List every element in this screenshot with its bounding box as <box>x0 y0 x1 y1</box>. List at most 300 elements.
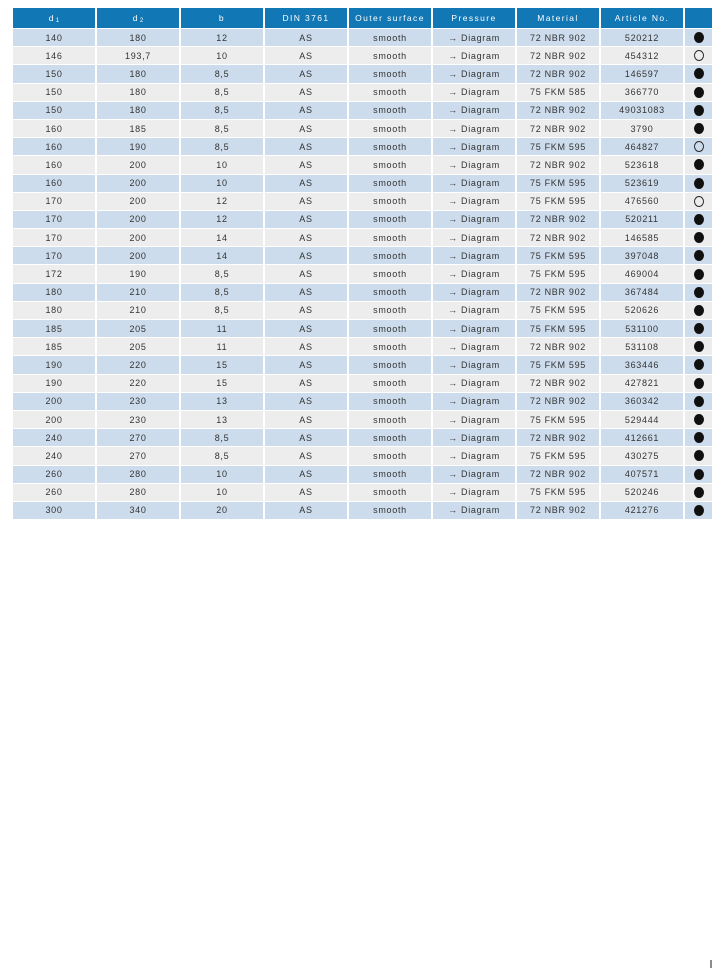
cell-b: 13 <box>181 393 265 410</box>
cell-outer-surface: smooth <box>349 265 433 282</box>
cell-b: 13 <box>181 411 265 428</box>
filled-circle-icon <box>694 305 704 316</box>
cell-d2: 230 <box>97 393 181 410</box>
cell-material: 72 NBR 902 <box>517 120 601 137</box>
cell-pressure: → Diagram <box>433 84 517 101</box>
cell-din-3761: AS <box>265 29 349 46</box>
column-header-pressure: Pressure <box>433 8 517 28</box>
cell-pressure: → Diagram <box>433 102 517 119</box>
cell-d1: 180 <box>13 302 97 319</box>
cell-material: 72 NBR 902 <box>517 429 601 446</box>
cell-din-3761: AS <box>265 84 349 101</box>
filled-circle-icon <box>694 414 704 425</box>
cell-status <box>685 138 712 155</box>
cell-b: 8,5 <box>181 284 265 301</box>
table-row <box>13 284 712 301</box>
cell-d2: 180 <box>97 29 181 46</box>
cell-status <box>685 211 712 228</box>
column-header-d2 <box>97 8 181 28</box>
cell-b: 12 <box>181 29 265 46</box>
cell-d1: 200 <box>13 411 97 428</box>
filled-circle-icon <box>694 269 704 280</box>
column-header-status <box>685 8 712 28</box>
cell-din-3761: AS <box>265 138 349 155</box>
cell-status <box>685 302 712 319</box>
filled-circle-icon <box>694 250 704 261</box>
cell-material: 72 NBR 902 <box>517 502 601 519</box>
cell-outer-surface: smooth <box>349 429 433 446</box>
filled-circle-icon <box>694 105 704 116</box>
cell-outer-surface: smooth <box>349 447 433 464</box>
cell-pressure: → Diagram <box>433 65 517 82</box>
cell-d1: 170 <box>13 211 97 228</box>
cell-material: 75 FKM 595 <box>517 247 601 264</box>
cell-status <box>685 484 712 501</box>
cell-material: 72 NBR 902 <box>517 284 601 301</box>
cell-status <box>685 338 712 355</box>
cell-material: 75 FKM 595 <box>517 484 601 501</box>
cell-article-no: 520212 <box>601 29 685 46</box>
cell-article-no: 412661 <box>601 429 685 446</box>
cell-status <box>685 156 712 173</box>
cell-d2: 210 <box>97 302 181 319</box>
cell-article-no: 146585 <box>601 229 685 246</box>
cell-pressure: → Diagram <box>433 320 517 337</box>
cell-status <box>685 229 712 246</box>
cell-status <box>685 284 712 301</box>
cell-status <box>685 247 712 264</box>
cell-din-3761: AS <box>265 466 349 483</box>
cell-b: 14 <box>181 229 265 246</box>
cell-d1: 200 <box>13 393 97 410</box>
cell-d1: 170 <box>13 247 97 264</box>
cell-outer-surface: smooth <box>349 175 433 192</box>
filled-circle-icon <box>694 287 704 298</box>
cell-pressure: → Diagram <box>433 393 517 410</box>
table-row <box>13 484 712 501</box>
cell-material: 75 FKM 595 <box>517 138 601 155</box>
table-row <box>13 65 712 82</box>
cell-pressure: → Diagram <box>433 156 517 173</box>
filled-circle-icon <box>694 68 704 79</box>
cell-article-no: 520626 <box>601 302 685 319</box>
column-header-d1 <box>13 8 97 28</box>
cell-b: 8,5 <box>181 429 265 446</box>
cell-material: 72 NBR 902 <box>517 211 601 228</box>
table-row <box>13 247 712 264</box>
cell-din-3761: AS <box>265 247 349 264</box>
table-row <box>13 265 712 282</box>
cell-status <box>685 265 712 282</box>
cell-outer-surface: smooth <box>349 229 433 246</box>
cell-din-3761: AS <box>265 229 349 246</box>
cell-d1: 160 <box>13 175 97 192</box>
cell-article-no: 397048 <box>601 247 685 264</box>
cell-article-no: 407571 <box>601 466 685 483</box>
cell-pressure: → Diagram <box>433 211 517 228</box>
cell-d1: 140 <box>13 29 97 46</box>
cell-d1: 150 <box>13 65 97 82</box>
cell-b: 8,5 <box>181 302 265 319</box>
cell-pressure: → Diagram <box>433 120 517 137</box>
cell-material: 72 NBR 902 <box>517 102 601 119</box>
cell-din-3761: AS <box>265 102 349 119</box>
cell-pressure: → Diagram <box>433 466 517 483</box>
cell-din-3761: AS <box>265 338 349 355</box>
cell-d1: 150 <box>13 84 97 101</box>
cell-outer-surface: smooth <box>349 502 433 519</box>
cell-status <box>685 466 712 483</box>
cell-material: 75 FKM 595 <box>517 411 601 428</box>
table-row <box>13 338 712 355</box>
cell-pressure: → Diagram <box>433 247 517 264</box>
cell-article-no: 531100 <box>601 320 685 337</box>
filled-circle-icon <box>694 487 704 498</box>
filled-circle-icon <box>694 378 704 389</box>
cell-d1: 170 <box>13 193 97 210</box>
open-circle-icon <box>694 50 704 61</box>
cell-pressure: → Diagram <box>433 284 517 301</box>
cell-b: 12 <box>181 211 265 228</box>
cell-pressure: → Diagram <box>433 47 517 64</box>
cell-d2: 200 <box>97 156 181 173</box>
table-row <box>13 429 712 446</box>
cell-status <box>685 84 712 101</box>
cell-outer-surface: smooth <box>349 393 433 410</box>
cell-din-3761: AS <box>265 411 349 428</box>
cell-pressure: → Diagram <box>433 265 517 282</box>
table-row <box>13 138 712 155</box>
cell-pressure: → Diagram <box>433 338 517 355</box>
cell-article-no: 469004 <box>601 265 685 282</box>
cell-material: 72 NBR 902 <box>517 65 601 82</box>
column-header-b: b <box>181 8 265 28</box>
cell-d2: 280 <box>97 466 181 483</box>
cell-article-no: 49031083 <box>601 102 685 119</box>
cell-b: 15 <box>181 375 265 392</box>
cell-pressure: → Diagram <box>433 447 517 464</box>
cell-status <box>685 447 712 464</box>
table-row <box>13 393 712 410</box>
cell-article-no: 476560 <box>601 193 685 210</box>
cell-pressure: → Diagram <box>433 484 517 501</box>
cell-d2: 190 <box>97 265 181 282</box>
cell-status <box>685 65 712 82</box>
cell-din-3761: AS <box>265 65 349 82</box>
cell-d2: 205 <box>97 320 181 337</box>
cell-d1: 160 <box>13 156 97 173</box>
cell-d2: 270 <box>97 447 181 464</box>
cell-d2: 200 <box>97 193 181 210</box>
cell-article-no: 146597 <box>601 65 685 82</box>
cell-material: 75 FKM 595 <box>517 356 601 373</box>
cell-d2: 270 <box>97 429 181 446</box>
cell-pressure: → Diagram <box>433 375 517 392</box>
cell-pressure: → Diagram <box>433 302 517 319</box>
table-header-row <box>13 8 712 28</box>
cell-outer-surface: smooth <box>349 302 433 319</box>
cell-din-3761: AS <box>265 429 349 446</box>
table-row <box>13 411 712 428</box>
cell-article-no: 531108 <box>601 338 685 355</box>
cell-d2: 193,7 <box>97 47 181 64</box>
cell-outer-surface: smooth <box>349 47 433 64</box>
cell-d1: 260 <box>13 466 97 483</box>
product-table <box>13 8 712 520</box>
cell-d1: 190 <box>13 356 97 373</box>
column-header-article-no: Article No. <box>601 8 685 28</box>
cell-material: 72 NBR 902 <box>517 338 601 355</box>
column-header-din-3761: DIN 3761 <box>265 8 349 28</box>
cell-d2: 220 <box>97 375 181 392</box>
table-row <box>13 156 712 173</box>
cell-material: 75 FKM 595 <box>517 193 601 210</box>
cell-b: 14 <box>181 247 265 264</box>
cell-status <box>685 429 712 446</box>
cell-article-no: 366770 <box>601 84 685 101</box>
cell-d1: 240 <box>13 447 97 464</box>
cell-article-no: 529444 <box>601 411 685 428</box>
cell-d2: 210 <box>97 284 181 301</box>
cell-outer-surface: smooth <box>349 211 433 228</box>
cell-din-3761: AS <box>265 356 349 373</box>
cell-status <box>685 320 712 337</box>
table-row <box>13 84 712 101</box>
cell-din-3761: AS <box>265 211 349 228</box>
cell-status <box>685 193 712 210</box>
cell-d2: 220 <box>97 356 181 373</box>
cell-b: 8,5 <box>181 447 265 464</box>
cell-outer-surface: smooth <box>349 411 433 428</box>
filled-circle-icon <box>694 323 704 334</box>
column-header-outer-surface: Outer surface <box>349 8 433 28</box>
cell-outer-surface: smooth <box>349 338 433 355</box>
cell-status <box>685 47 712 64</box>
cell-article-no: 430275 <box>601 447 685 464</box>
cell-article-no: 464827 <box>601 138 685 155</box>
cell-d2: 340 <box>97 502 181 519</box>
cell-din-3761: AS <box>265 193 349 210</box>
cell-d2: 180 <box>97 84 181 101</box>
cell-d1: 172 <box>13 265 97 282</box>
cell-d2: 230 <box>97 411 181 428</box>
cell-outer-surface: smooth <box>349 29 433 46</box>
cell-material: 72 NBR 902 <box>517 393 601 410</box>
table-row <box>13 466 712 483</box>
table-row <box>13 211 712 228</box>
cell-article-no: 454312 <box>601 47 685 64</box>
cell-din-3761: AS <box>265 375 349 392</box>
cell-b: 11 <box>181 320 265 337</box>
cell-article-no: 363446 <box>601 356 685 373</box>
cell-din-3761: AS <box>265 156 349 173</box>
cell-material: 75 FKM 595 <box>517 302 601 319</box>
cell-status <box>685 102 712 119</box>
filled-circle-icon <box>694 232 704 243</box>
cell-din-3761: AS <box>265 302 349 319</box>
cell-material: 72 NBR 902 <box>517 229 601 246</box>
filled-circle-icon <box>694 396 704 407</box>
column-header-d1-subscript: 1 <box>55 18 60 24</box>
cell-material: 72 NBR 902 <box>517 29 601 46</box>
cell-material: 72 NBR 902 <box>517 375 601 392</box>
cell-din-3761: AS <box>265 120 349 137</box>
column-header-d2-label: d <box>132 13 139 23</box>
cell-din-3761: AS <box>265 47 349 64</box>
cell-pressure: → Diagram <box>433 411 517 428</box>
table-row <box>13 502 712 519</box>
table-row <box>13 447 712 464</box>
cell-din-3761: AS <box>265 393 349 410</box>
filled-circle-icon <box>694 87 704 98</box>
cell-din-3761: AS <box>265 484 349 501</box>
cell-d1: 300 <box>13 502 97 519</box>
table-row <box>13 375 712 392</box>
cell-d2: 280 <box>97 484 181 501</box>
cell-status <box>685 502 712 519</box>
cell-article-no: 523618 <box>601 156 685 173</box>
cell-outer-surface: smooth <box>349 138 433 155</box>
cell-outer-surface: smooth <box>349 102 433 119</box>
cell-d1: 180 <box>13 284 97 301</box>
filled-circle-icon <box>694 450 704 461</box>
page-corner-mark <box>710 960 712 968</box>
table-row <box>13 102 712 119</box>
cell-b: 10 <box>181 156 265 173</box>
cell-status <box>685 356 712 373</box>
cell-pressure: → Diagram <box>433 356 517 373</box>
cell-d1: 185 <box>13 338 97 355</box>
table-row <box>13 193 712 210</box>
cell-outer-surface: smooth <box>349 484 433 501</box>
cell-material: 75 FKM 595 <box>517 175 601 192</box>
cell-outer-surface: smooth <box>349 65 433 82</box>
filled-circle-icon <box>694 469 704 480</box>
cell-outer-surface: smooth <box>349 247 433 264</box>
cell-status <box>685 411 712 428</box>
cell-article-no: 3790 <box>601 120 685 137</box>
cell-din-3761: AS <box>265 284 349 301</box>
cell-d1: 160 <box>13 120 97 137</box>
filled-circle-icon <box>694 32 704 43</box>
open-circle-icon <box>694 196 704 207</box>
table-body <box>13 29 712 519</box>
cell-status <box>685 175 712 192</box>
open-circle-icon <box>694 141 704 152</box>
cell-b: 8,5 <box>181 120 265 137</box>
cell-din-3761: AS <box>265 447 349 464</box>
cell-material: 75 FKM 585 <box>517 84 601 101</box>
cell-d2: 200 <box>97 247 181 264</box>
cell-article-no: 523619 <box>601 175 685 192</box>
cell-d1: 146 <box>13 47 97 64</box>
cell-b: 8,5 <box>181 84 265 101</box>
cell-pressure: → Diagram <box>433 229 517 246</box>
cell-din-3761: AS <box>265 320 349 337</box>
cell-material: 72 NBR 902 <box>517 466 601 483</box>
cell-d1: 240 <box>13 429 97 446</box>
cell-d1: 150 <box>13 102 97 119</box>
column-header-d1-label: d <box>48 13 55 23</box>
table-row <box>13 356 712 373</box>
cell-material: 75 FKM 595 <box>517 265 601 282</box>
table-row <box>13 47 712 64</box>
filled-circle-icon <box>694 159 704 170</box>
cell-article-no: 520211 <box>601 211 685 228</box>
table-row <box>13 120 712 137</box>
cell-d2: 200 <box>97 229 181 246</box>
table-row <box>13 229 712 246</box>
cell-outer-surface: smooth <box>349 193 433 210</box>
cell-article-no: 421276 <box>601 502 685 519</box>
cell-outer-surface: smooth <box>349 375 433 392</box>
cell-status <box>685 29 712 46</box>
table-row <box>13 175 712 192</box>
cell-material: 72 NBR 902 <box>517 156 601 173</box>
table-row <box>13 29 712 46</box>
column-header-d2-subscript: 2 <box>139 18 144 24</box>
cell-pressure: → Diagram <box>433 429 517 446</box>
cell-b: 10 <box>181 47 265 64</box>
cell-d1: 260 <box>13 484 97 501</box>
cell-b: 12 <box>181 193 265 210</box>
cell-d2: 200 <box>97 211 181 228</box>
cell-outer-surface: smooth <box>349 466 433 483</box>
cell-outer-surface: smooth <box>349 284 433 301</box>
cell-outer-surface: smooth <box>349 120 433 137</box>
cell-outer-surface: smooth <box>349 84 433 101</box>
cell-b: 20 <box>181 502 265 519</box>
cell-b: 8,5 <box>181 65 265 82</box>
filled-circle-icon <box>694 341 704 352</box>
cell-pressure: → Diagram <box>433 175 517 192</box>
cell-pressure: → Diagram <box>433 502 517 519</box>
cell-status <box>685 393 712 410</box>
cell-d2: 185 <box>97 120 181 137</box>
table-row <box>13 320 712 337</box>
cell-d2: 190 <box>97 138 181 155</box>
cell-d1: 160 <box>13 138 97 155</box>
cell-d1: 170 <box>13 229 97 246</box>
cell-b: 15 <box>181 356 265 373</box>
cell-b: 10 <box>181 175 265 192</box>
cell-status <box>685 375 712 392</box>
filled-circle-icon <box>694 214 704 225</box>
cell-d2: 180 <box>97 65 181 82</box>
cell-d2: 205 <box>97 338 181 355</box>
cell-din-3761: AS <box>265 502 349 519</box>
filled-circle-icon <box>694 123 704 134</box>
cell-d1: 185 <box>13 320 97 337</box>
cell-material: 72 NBR 902 <box>517 47 601 64</box>
cell-pressure: → Diagram <box>433 193 517 210</box>
cell-b: 8,5 <box>181 102 265 119</box>
cell-article-no: 360342 <box>601 393 685 410</box>
cell-article-no: 427821 <box>601 375 685 392</box>
cell-article-no: 367484 <box>601 284 685 301</box>
cell-material: 75 FKM 595 <box>517 447 601 464</box>
cell-b: 8,5 <box>181 265 265 282</box>
cell-d2: 200 <box>97 175 181 192</box>
cell-b: 8,5 <box>181 138 265 155</box>
cell-din-3761: AS <box>265 265 349 282</box>
filled-circle-icon <box>694 178 704 189</box>
cell-d2: 180 <box>97 102 181 119</box>
filled-circle-icon <box>694 432 704 443</box>
column-header-material: Material <box>517 8 601 28</box>
cell-b: 11 <box>181 338 265 355</box>
cell-b: 10 <box>181 466 265 483</box>
